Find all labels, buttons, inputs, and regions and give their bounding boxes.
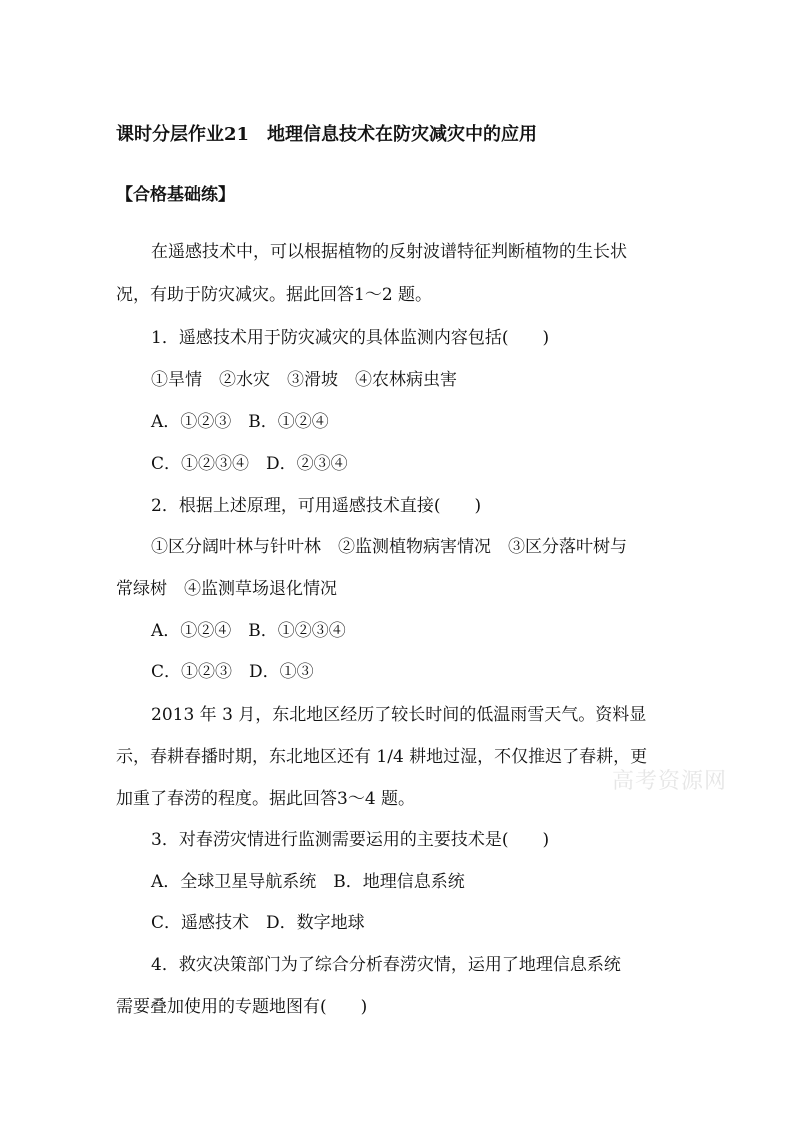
question3-stem: 3．对春涝灾情进行监测需要运用的主要技术是( ) bbox=[151, 830, 550, 850]
passage2-line1: 2013 年 3 月，东北地区经历了较长时间的低温雨雪天气。资料显 bbox=[151, 705, 647, 725]
page-title: 课时分层作业21 地理信息技术在防灾减灾中的应用 bbox=[116, 124, 538, 145]
question2-items-line1: ①区分阔叶林与针叶林 ②监测植物病害情况 ③区分落叶树与 bbox=[151, 537, 627, 557]
question1-stem: 1．遥感技术用于防灾减灾的具体监测内容包括( ) bbox=[151, 328, 550, 348]
question1-options-ab: A．①②③ B．①②④ bbox=[151, 412, 329, 432]
passage1-line1: 在遥感技术中，可以根据植物的反射波谱特征判断植物的生长状 bbox=[151, 242, 627, 262]
question3-options-ab: A．全球卫星导航系统 B．地理信息系统 bbox=[151, 872, 465, 892]
question2-stem: 2．根据上述原理，可用遥感技术直接( ) bbox=[151, 496, 482, 516]
question4-stem-line2: 需要叠加使用的专题地图有( ) bbox=[116, 997, 368, 1017]
passage2-line3: 加重了春涝的程度。据此回答3～4 题。 bbox=[116, 789, 416, 809]
question2-options-cd: C．①②③ D．①③ bbox=[151, 662, 314, 682]
section-heading: 【合格基础练】 bbox=[116, 185, 235, 205]
passage1-line2: 况，有助于防灾减灾。据此回答1～2 题。 bbox=[116, 285, 433, 305]
watermark: 高考资源网 bbox=[612, 769, 728, 794]
passage2-line2: 示，春耕春播时期，东北地区还有 1/4 耕地过湿，不仅推迟了春耕，更 bbox=[116, 747, 648, 767]
question2-options-ab: A．①②④ B．①②③④ bbox=[151, 621, 346, 641]
question4-stem-line1: 4．救灾决策部门为了综合分析春涝灾情，运用了地理信息系统 bbox=[151, 955, 621, 975]
question1-options-cd: C．①②③④ D．②③④ bbox=[151, 454, 348, 474]
question3-options-cd: C．遥感技术 D．数字地球 bbox=[151, 913, 365, 933]
question2-items-line2: 常绿树 ④监测草场退化情况 bbox=[116, 579, 337, 599]
question1-items: ①旱情 ②水灾 ③滑坡 ④农林病虫害 bbox=[151, 370, 457, 390]
